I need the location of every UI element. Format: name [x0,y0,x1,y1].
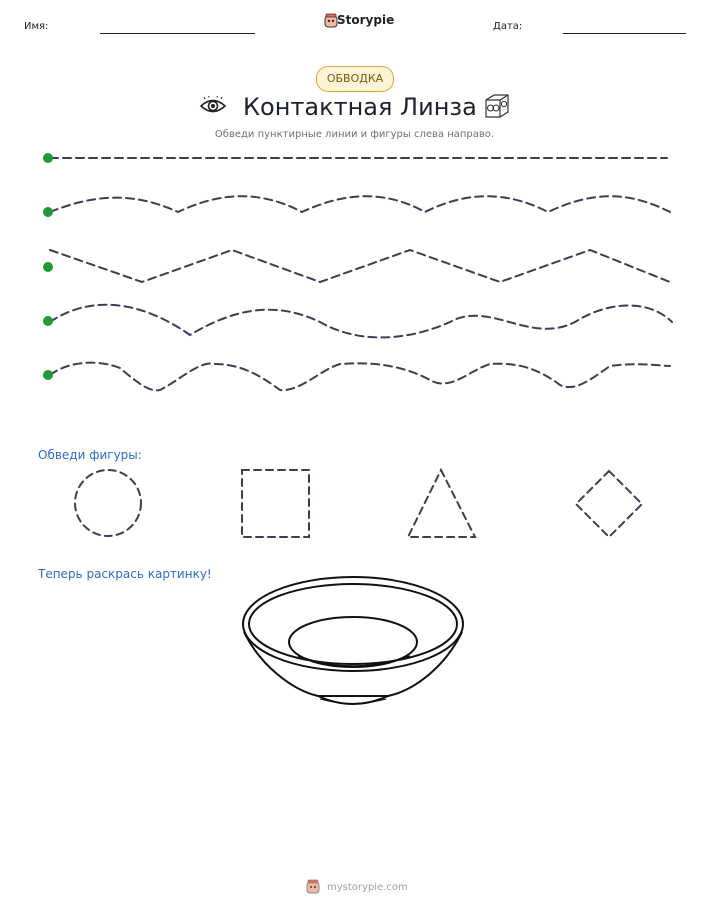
footer-url[interactable]: mystorypie.com [327,882,408,893]
storypie-mascot-icon [305,879,321,895]
shapes-section-label: Обведи фигуры: [38,448,142,462]
eye-icon [199,96,227,116]
footer-logo [305,879,323,897]
page-title: Контактная Линза [243,93,477,121]
bowl-picture [240,572,468,712]
start-dot [43,316,53,326]
start-dot [43,207,53,217]
date-write-line[interactable] [563,33,686,34]
lens-case-icon [482,92,512,120]
name-label: Имя: [24,21,49,32]
trace-shapes [60,462,690,552]
date-label: Дата: [493,21,523,32]
trace-shape-circle [75,470,141,536]
start-dot [43,370,53,380]
start-dot [43,262,53,272]
trace-lines [0,140,709,410]
brand-name: Storypie [337,13,395,27]
trace-shape-diamond [576,471,642,537]
page-subtitle: Обведи пунктирные линии и фигуры слева направо. [214,129,495,140]
trace-line-zigzag [50,250,670,282]
coloring-section-label: Теперь раскрась картинку! [38,567,212,581]
start-dot [43,153,53,163]
trace-line-wave-3 [50,363,670,391]
brand-logo [323,13,393,31]
trace-line-wave-2 [50,305,672,338]
trace-shape-square [242,470,309,537]
trace-line-wave-1 [50,196,670,212]
name-write-line[interactable] [100,33,255,34]
category-badge: ОБВОДКА [316,66,394,92]
trace-shape-triangle [408,470,475,537]
